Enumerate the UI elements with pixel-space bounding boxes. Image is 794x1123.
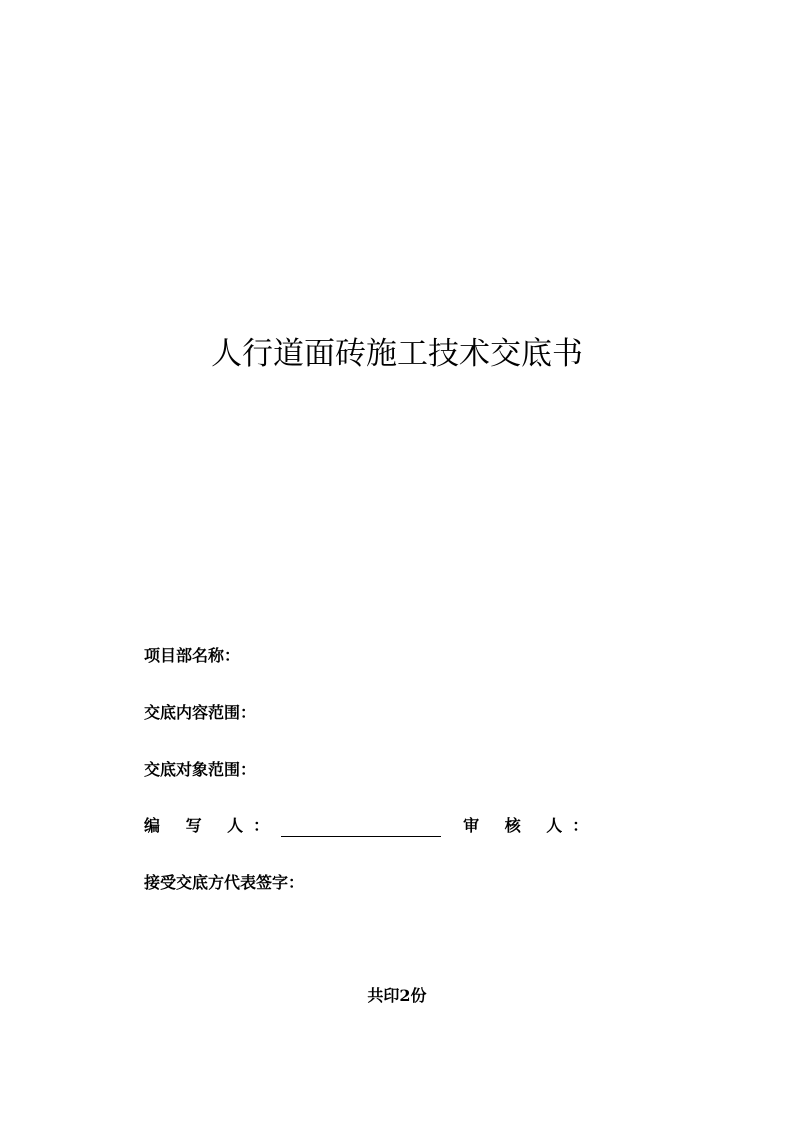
target-scope-label: 交底对象范围：: [144, 760, 257, 779]
project-dept-field: [144, 645, 240, 667]
receiver-sign-field: [144, 872, 304, 894]
author-label: 编 写 人：: [144, 816, 280, 835]
target-scope-field: [144, 759, 256, 781]
receiver-sign-label: 接受交底方代表签字：: [144, 873, 305, 892]
content-scope-label: 交底内容范围：: [144, 703, 257, 722]
copies-count: 共印2份: [367, 986, 427, 1005]
author-signature-line: [281, 818, 441, 837]
document-title: 人行道面砖施工技术交底书: [211, 336, 583, 372]
reviewer-label: 审 核 人：: [463, 816, 599, 835]
content-scope-field: [144, 702, 256, 724]
author-reviewer-row: [144, 815, 598, 837]
project-dept-label: 项目部名称：: [144, 646, 241, 665]
